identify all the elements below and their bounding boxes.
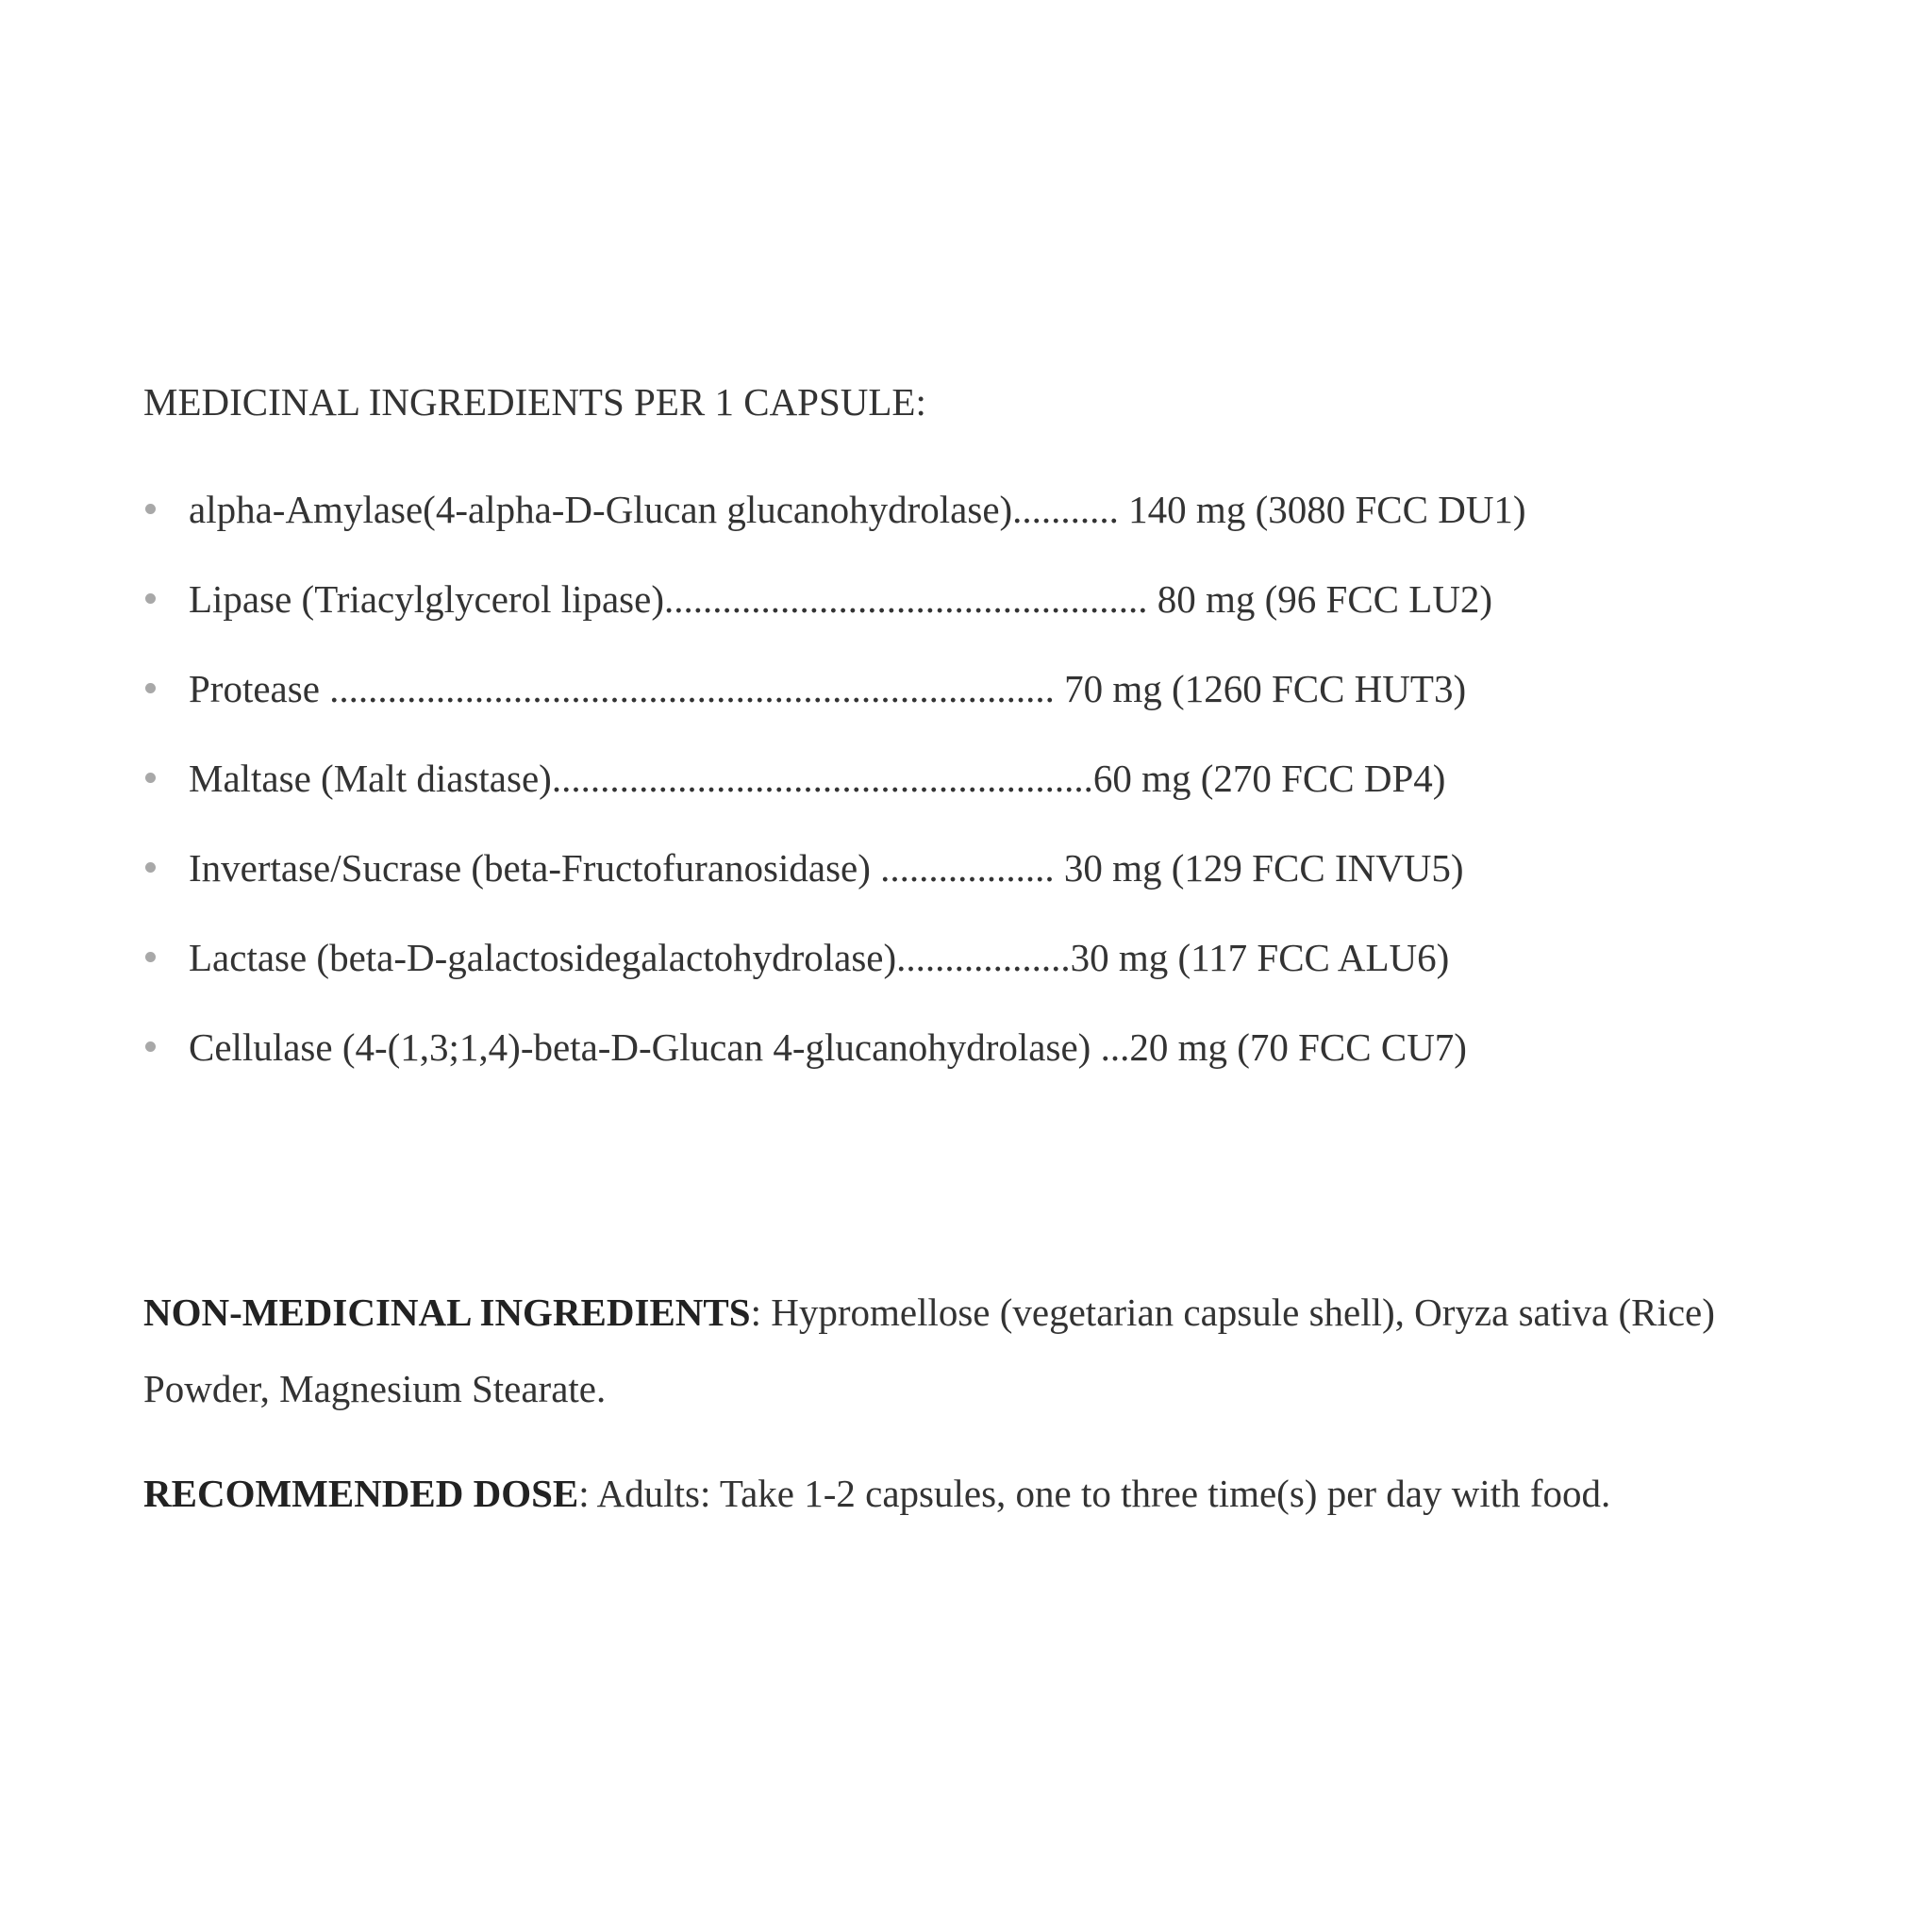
ingredient-text: Lactase (beta-D-galactosidegalactohydrolase)..................30 mg (117 FCC ALU6) [189,936,1450,979]
bullet-icon [145,862,156,873]
recommended-dose-text: : Adults: Take 1-2 capsules, one to three time(s) per day with food. [578,1472,1611,1515]
medicinal-ingredients-list [143,483,1526,1110]
list-item [143,573,1526,662]
bullet-icon [145,593,156,604]
list-item [143,841,1526,931]
bullet-icon [145,773,156,783]
list-item [143,931,1526,1021]
ingredient-text: alpha-Amylase(4-alpha-D-Glucan glucanohydrolase)........... 140 mg (3080 FCC DU1) [189,488,1526,531]
ingredient-text: Lipase (Triacylglycerol lipase).................................................. 80 mg (96 FCC LU2) [189,577,1493,621]
ingredient-text: Invertase/Sucrase (beta-Fructofuranosidase) .................. 30 mg (129 FCC INVU5) [189,846,1464,890]
non-medicinal-label: NON-MEDICINAL INGREDIENTS [143,1291,751,1334]
list-item [143,752,1526,841]
list-item [143,483,1526,573]
ingredient-text: Protease ........................................................................... 70 mg (1260 FCC HUT3) [189,667,1467,710]
non-medicinal-text: : Hypromellose (vegetarian capsule shell), Oryza sativa (Rice) Powder, Magnesium Stearate. [143,1291,1715,1410]
ingredient-text: Maltase (Malt diastase)........................................................60 mg (270 FCC DP4) [189,757,1446,800]
non-medicinal-ingredients [143,1274,1823,1427]
bullet-icon [145,952,156,962]
bullet-icon [145,504,156,514]
ingredient-text: Cellulase (4-(1,3;1,4)-beta-D-Glucan 4-glucanohydrolase) ...20 mg (70 FCC CU7) [189,1025,1467,1069]
list-item [143,662,1526,752]
recommended-dose-label: RECOMMENDED DOSE [143,1472,579,1515]
bullet-icon [145,683,156,693]
medicinal-ingredients-heading: MEDICINAL INGREDIENTS PER 1 CAPSULE: [143,380,926,424]
bullet-icon [145,1041,156,1052]
recommended-dose [143,1456,1823,1532]
list-item [143,1021,1526,1110]
